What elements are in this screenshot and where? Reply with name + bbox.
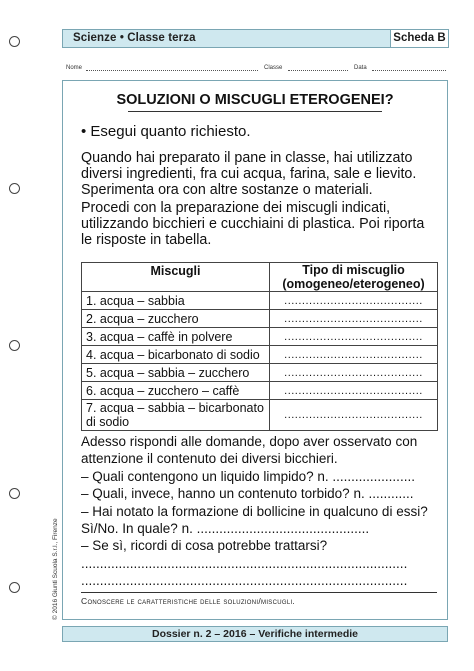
table-row xyxy=(82,382,438,400)
subject-label: Scienze • Classe terza xyxy=(73,32,196,44)
learning-objective: Conoscere le caratteristiche delle soluzioni/miscugli. xyxy=(81,596,296,606)
footnote-divider xyxy=(81,592,437,593)
mixture-cell: 2. acqua – zucchero xyxy=(82,310,270,328)
answer-field[interactable]: ....................................... xyxy=(270,328,438,346)
column-header-type-line2: (omogeneo/eterogeneo) xyxy=(282,277,425,291)
answer-line[interactable]: ....................................................................................... xyxy=(81,573,408,589)
binder-hole-icon xyxy=(9,340,20,351)
mixtures-table xyxy=(81,262,438,431)
table-row xyxy=(82,400,438,431)
question-line: – Hai notato la formazione di bollicine in qualcuno di essi? xyxy=(81,503,428,519)
intro-paragraph: Quando hai preparato il pane in classe, hai utilizzato diversi ingredienti, fra cui acqua, farina, sale e lievito. Sperimenta ora con altre sostanze o materiali. xyxy=(81,150,417,199)
mixture-cell: 3. acqua – caffè in polvere xyxy=(82,328,270,346)
binder-hole-icon xyxy=(9,488,20,499)
header-bar xyxy=(62,29,448,48)
question-line[interactable]: – Quali, invece, hanno un contenuto torbido? n. ............ xyxy=(81,486,414,502)
binder-hole-icon xyxy=(9,36,20,47)
question-line: attenzione il contenuto dei diversi bicchieri. xyxy=(81,451,338,467)
date-field[interactable] xyxy=(372,70,446,71)
class-field[interactable] xyxy=(288,70,348,71)
sheet-label: Scheda B xyxy=(390,29,449,48)
table-row xyxy=(82,310,438,328)
name-field[interactable] xyxy=(86,70,258,71)
mixture-cell: 5. acqua – sabbia – zucchero xyxy=(82,364,270,382)
copyright-notice: © 2016 Giunti Scuola S.r.l., Firenze xyxy=(52,518,59,620)
answer-line[interactable]: ....................................................................................... xyxy=(81,555,408,571)
mixture-cell: 7. acqua – sabbia – bicarbonato di sodio xyxy=(82,400,270,431)
table-row xyxy=(82,292,438,310)
answer-field[interactable]: ....................................... xyxy=(270,346,438,364)
answer-field[interactable]: ....................................... xyxy=(270,364,438,382)
class-label: Classe xyxy=(264,65,283,71)
answer-field[interactable]: ....................................... xyxy=(270,310,438,328)
question-line[interactable]: – Quali contengono un liquido limpido? n. ...................... xyxy=(81,468,415,484)
mixture-cell: 6. acqua – zucchero – caffè xyxy=(82,382,270,400)
binder-hole-icon xyxy=(9,582,20,593)
student-info-row xyxy=(62,63,448,75)
question-line[interactable]: Sì/No. In quale? n. .............................................. xyxy=(81,521,370,537)
date-label: Data xyxy=(354,65,367,71)
footer-bar: Dossier n. 2 – 2016 – Verifiche intermedie xyxy=(62,626,448,642)
column-header-mixtures: Miscugli xyxy=(82,263,270,292)
name-label: Nome xyxy=(66,65,83,71)
page-title: SOLUZIONI O MISCUGLI ETEROGENEI? xyxy=(116,92,394,108)
question-line: – Se sì, ricordi di cosa potrebbe trattarsi? xyxy=(81,538,328,554)
mixture-cell: 4. acqua – bicarbonato di sodio xyxy=(82,346,270,364)
procedure-paragraph: Procedi con la preparazione dei miscugli indicati, utilizzando bicchieri e cucchiaini di plastica. Poi riporta le risposte in tabella. xyxy=(81,200,425,249)
table-row xyxy=(82,346,438,364)
table-row xyxy=(82,364,438,382)
column-header-type-line1: Tipo di miscuglio xyxy=(302,263,405,277)
instruction: • Esegui quanto richiesto. xyxy=(81,123,251,140)
table-row xyxy=(82,328,438,346)
binder-hole-icon xyxy=(9,183,20,194)
column-header-type xyxy=(270,263,438,292)
table-header-row xyxy=(82,263,438,292)
answer-field[interactable]: ....................................... xyxy=(270,292,438,310)
questions-block xyxy=(81,433,437,590)
answer-field[interactable]: ....................................... xyxy=(270,400,438,431)
question-line: Adesso rispondi alle domande, dopo aver osservato con xyxy=(81,434,418,449)
mixture-cell: 1. acqua – sabbia xyxy=(82,292,270,310)
title-underline xyxy=(128,111,382,112)
answer-field[interactable]: ....................................... xyxy=(270,382,438,400)
